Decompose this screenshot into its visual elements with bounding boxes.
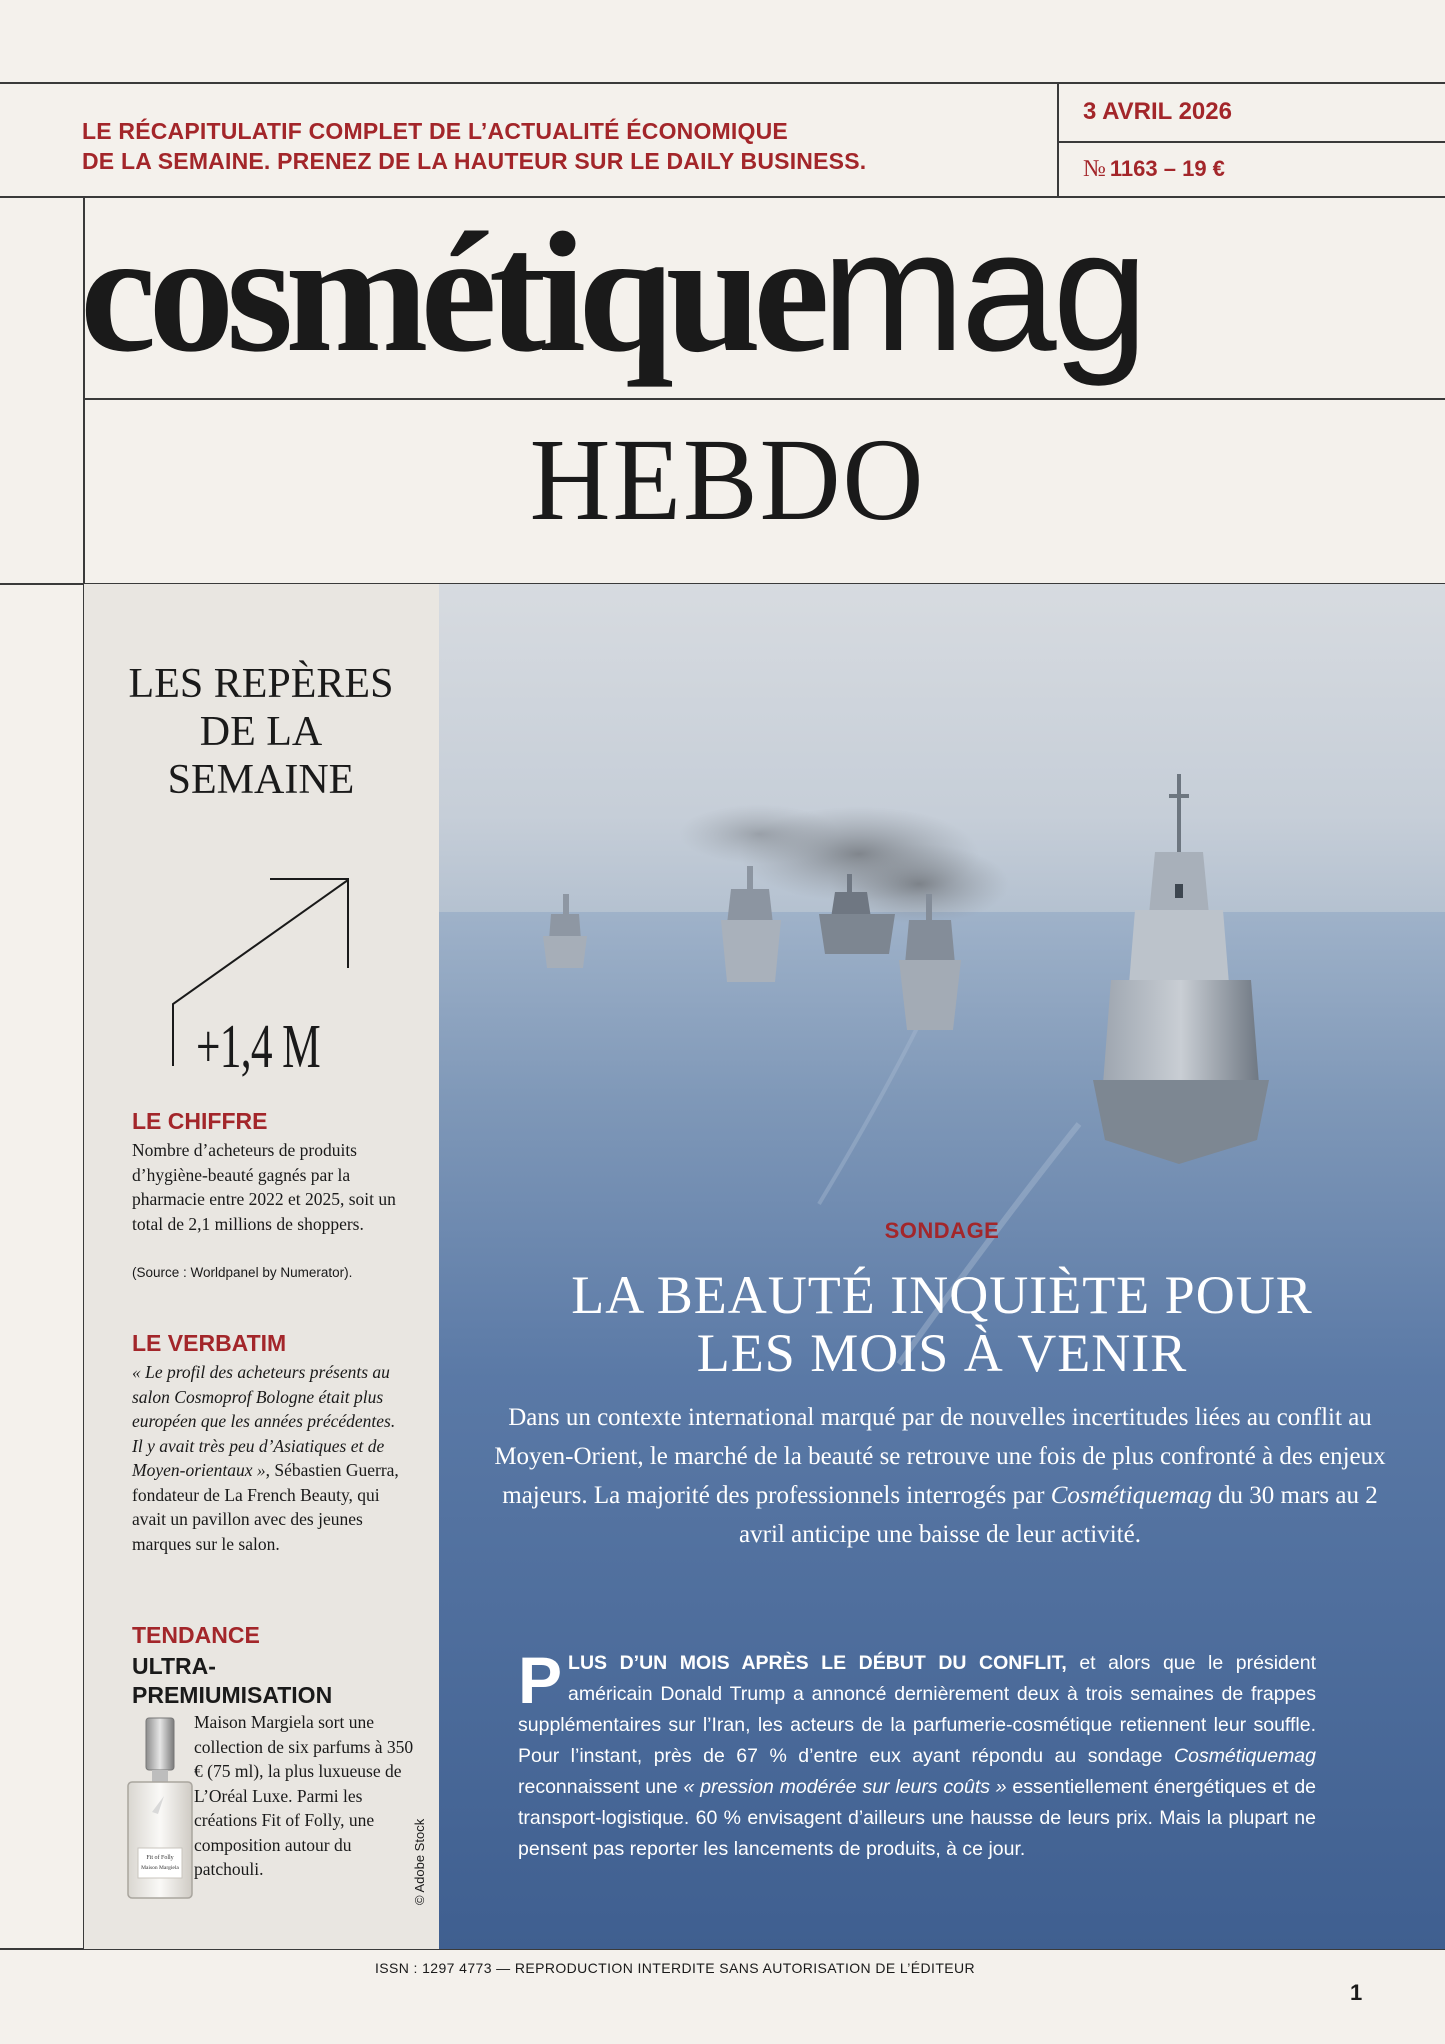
edition-title-text: HEBDO xyxy=(529,414,926,546)
footer-issn: ISSN : 1297 4773 — REPRODUCTION INTERDITE SANS AUTORISATION DE L’ÉDITEUR xyxy=(374,1960,976,1976)
article-lead: LUS D’UN MOIS APRÈS LE DÉBUT DU CONFLIT, xyxy=(568,1652,1067,1674)
article-headline xyxy=(439,1266,1445,1382)
photo-credit xyxy=(412,1818,427,1915)
verbatim-quote: « Le profil des acheteurs présents au salon Cosmoprof Bologne était plus européen que les années précédentes. Il y avait très peu d’Asiatiques et de Moyen-orientaux » xyxy=(132,1362,396,1480)
rule-issue-vertical xyxy=(1057,82,1059,196)
headline-line-2: LES MOIS À VENIR xyxy=(696,1323,1188,1383)
bottle-label-line-1: Fit of Folly xyxy=(146,1855,174,1861)
article-standfirst xyxy=(490,1398,1390,1554)
body-part-2: reconnaissent une xyxy=(518,1776,684,1798)
key-figure: +1,4 M xyxy=(196,1013,320,1081)
logo-light: mag xyxy=(821,195,1145,387)
body-emphasis-1: Cosmétiquemag xyxy=(1174,1745,1316,1767)
verbatim-heading: LE VERBATIM xyxy=(132,1330,287,1356)
standfirst-part-1: Dans un contexte international marqué par de nouvelles incertitudes liées au conflit au Moyen-Orient, le marché de la beauté se retrouve une fois de plus confronté à des enjeux majeurs. La majorité des professionnels interrogés par xyxy=(494,1404,1386,1509)
logo-bold: cosmétique xyxy=(80,198,822,388)
rule-logo-bottom xyxy=(83,398,1445,400)
tendance-subheading: ULTRA-PREMIUMISATION xyxy=(132,1653,333,1708)
rule-issue-horizontal xyxy=(1057,141,1445,143)
logo xyxy=(80,196,1144,386)
sidebar-title-line-1: LES REPÈRES xyxy=(128,661,394,707)
page-number: 1 xyxy=(1350,1980,1363,2005)
standfirst-part-2: du 30 mars au 2 avril anticipe une baisse de leur activité. xyxy=(739,1482,1378,1548)
verbatim-attribution: , Sébastien Guerra, fondateur de La French Beauty, qui avait un pavillon avec des jeunes marques sur le salon. xyxy=(132,1460,399,1554)
tendance-heading: TENDANCE xyxy=(132,1622,260,1648)
issue-date: 3 AVRIL 2026 xyxy=(1083,98,1232,125)
article-body xyxy=(518,1643,1317,1865)
rule-top xyxy=(0,82,1445,84)
body-emphasis-2: « pression modérée sur leurs coûts » xyxy=(683,1776,1007,1798)
perfume-bottle-image xyxy=(122,1716,198,1902)
masthead-tagline xyxy=(82,116,982,176)
headline-line-1: LA BEAUTÉ INQUIÈTE POUR xyxy=(571,1265,1313,1325)
chiffre-text: Nombre d’acheteurs de produits d’hygiène-beauté gagnés par la pharmacie entre 2022 et 2025, soit un total de 2,1 millions de shoppers. xyxy=(132,1140,396,1234)
issue-number-prefix: № xyxy=(1083,156,1106,182)
sidebar-title-line-3: SEMAINE xyxy=(167,757,355,803)
verbatim-text xyxy=(132,1360,410,1556)
body-part-1: et alors que le président américain Donald Trump a annoncé dernièrement deux à trois semaines de frappes supplémentaires sur l’Iran, les acteurs de la parfumerie-cosmétique retiennent leur souffle. Pour l’instant, près de 67 % d’entre eux ayant répondu au sondage xyxy=(518,1652,1316,1767)
chiffre-source: (Source : Worldpanel by Numerator). xyxy=(132,1265,353,1280)
standfirst-emphasis: Cosmétiquemag xyxy=(1050,1482,1212,1509)
issue-number-value: 1163 – 19 € xyxy=(1109,156,1225,181)
tagline-line-1: LE RÉCAPITULATIF COMPLET DE L’ACTUALITÉ ÉCONOMIQUE xyxy=(82,118,788,144)
tagline-line-2: DE LA SEMAINE. PRENEZ DE LA HAUTEUR SUR LE DAILY BUSINESS. xyxy=(82,148,867,174)
issue-number xyxy=(1083,156,1225,183)
bottle-label-line-2: Maison Margiela xyxy=(141,1865,179,1871)
tendance-text: Maison Margiela sort une collection de six parfums à 350 € (75 ml), la plus luxueuse de L’Oréal Luxe. Parmi les créations Fit of Folly, une composition autour du patchouli. xyxy=(194,1712,414,1879)
drop-cap: P xyxy=(518,1643,563,1717)
photo-credit-text: © Adobe Stock xyxy=(412,1818,427,1905)
body-part-3: essentiellement énergétiques et de transport-logistique. 60 % envisagent d’ailleurs une hausse de leurs prix. Mais la plupart ne pensent pas reporter les lancements de produits, à ce jour. xyxy=(518,1776,1317,1860)
article-kicker: SONDAGE xyxy=(884,1218,1000,1243)
edition-title xyxy=(0,414,1445,546)
chiffre-heading: LE CHIFFRE xyxy=(132,1108,268,1134)
sidebar-title-line-2: DE LA xyxy=(199,709,323,755)
